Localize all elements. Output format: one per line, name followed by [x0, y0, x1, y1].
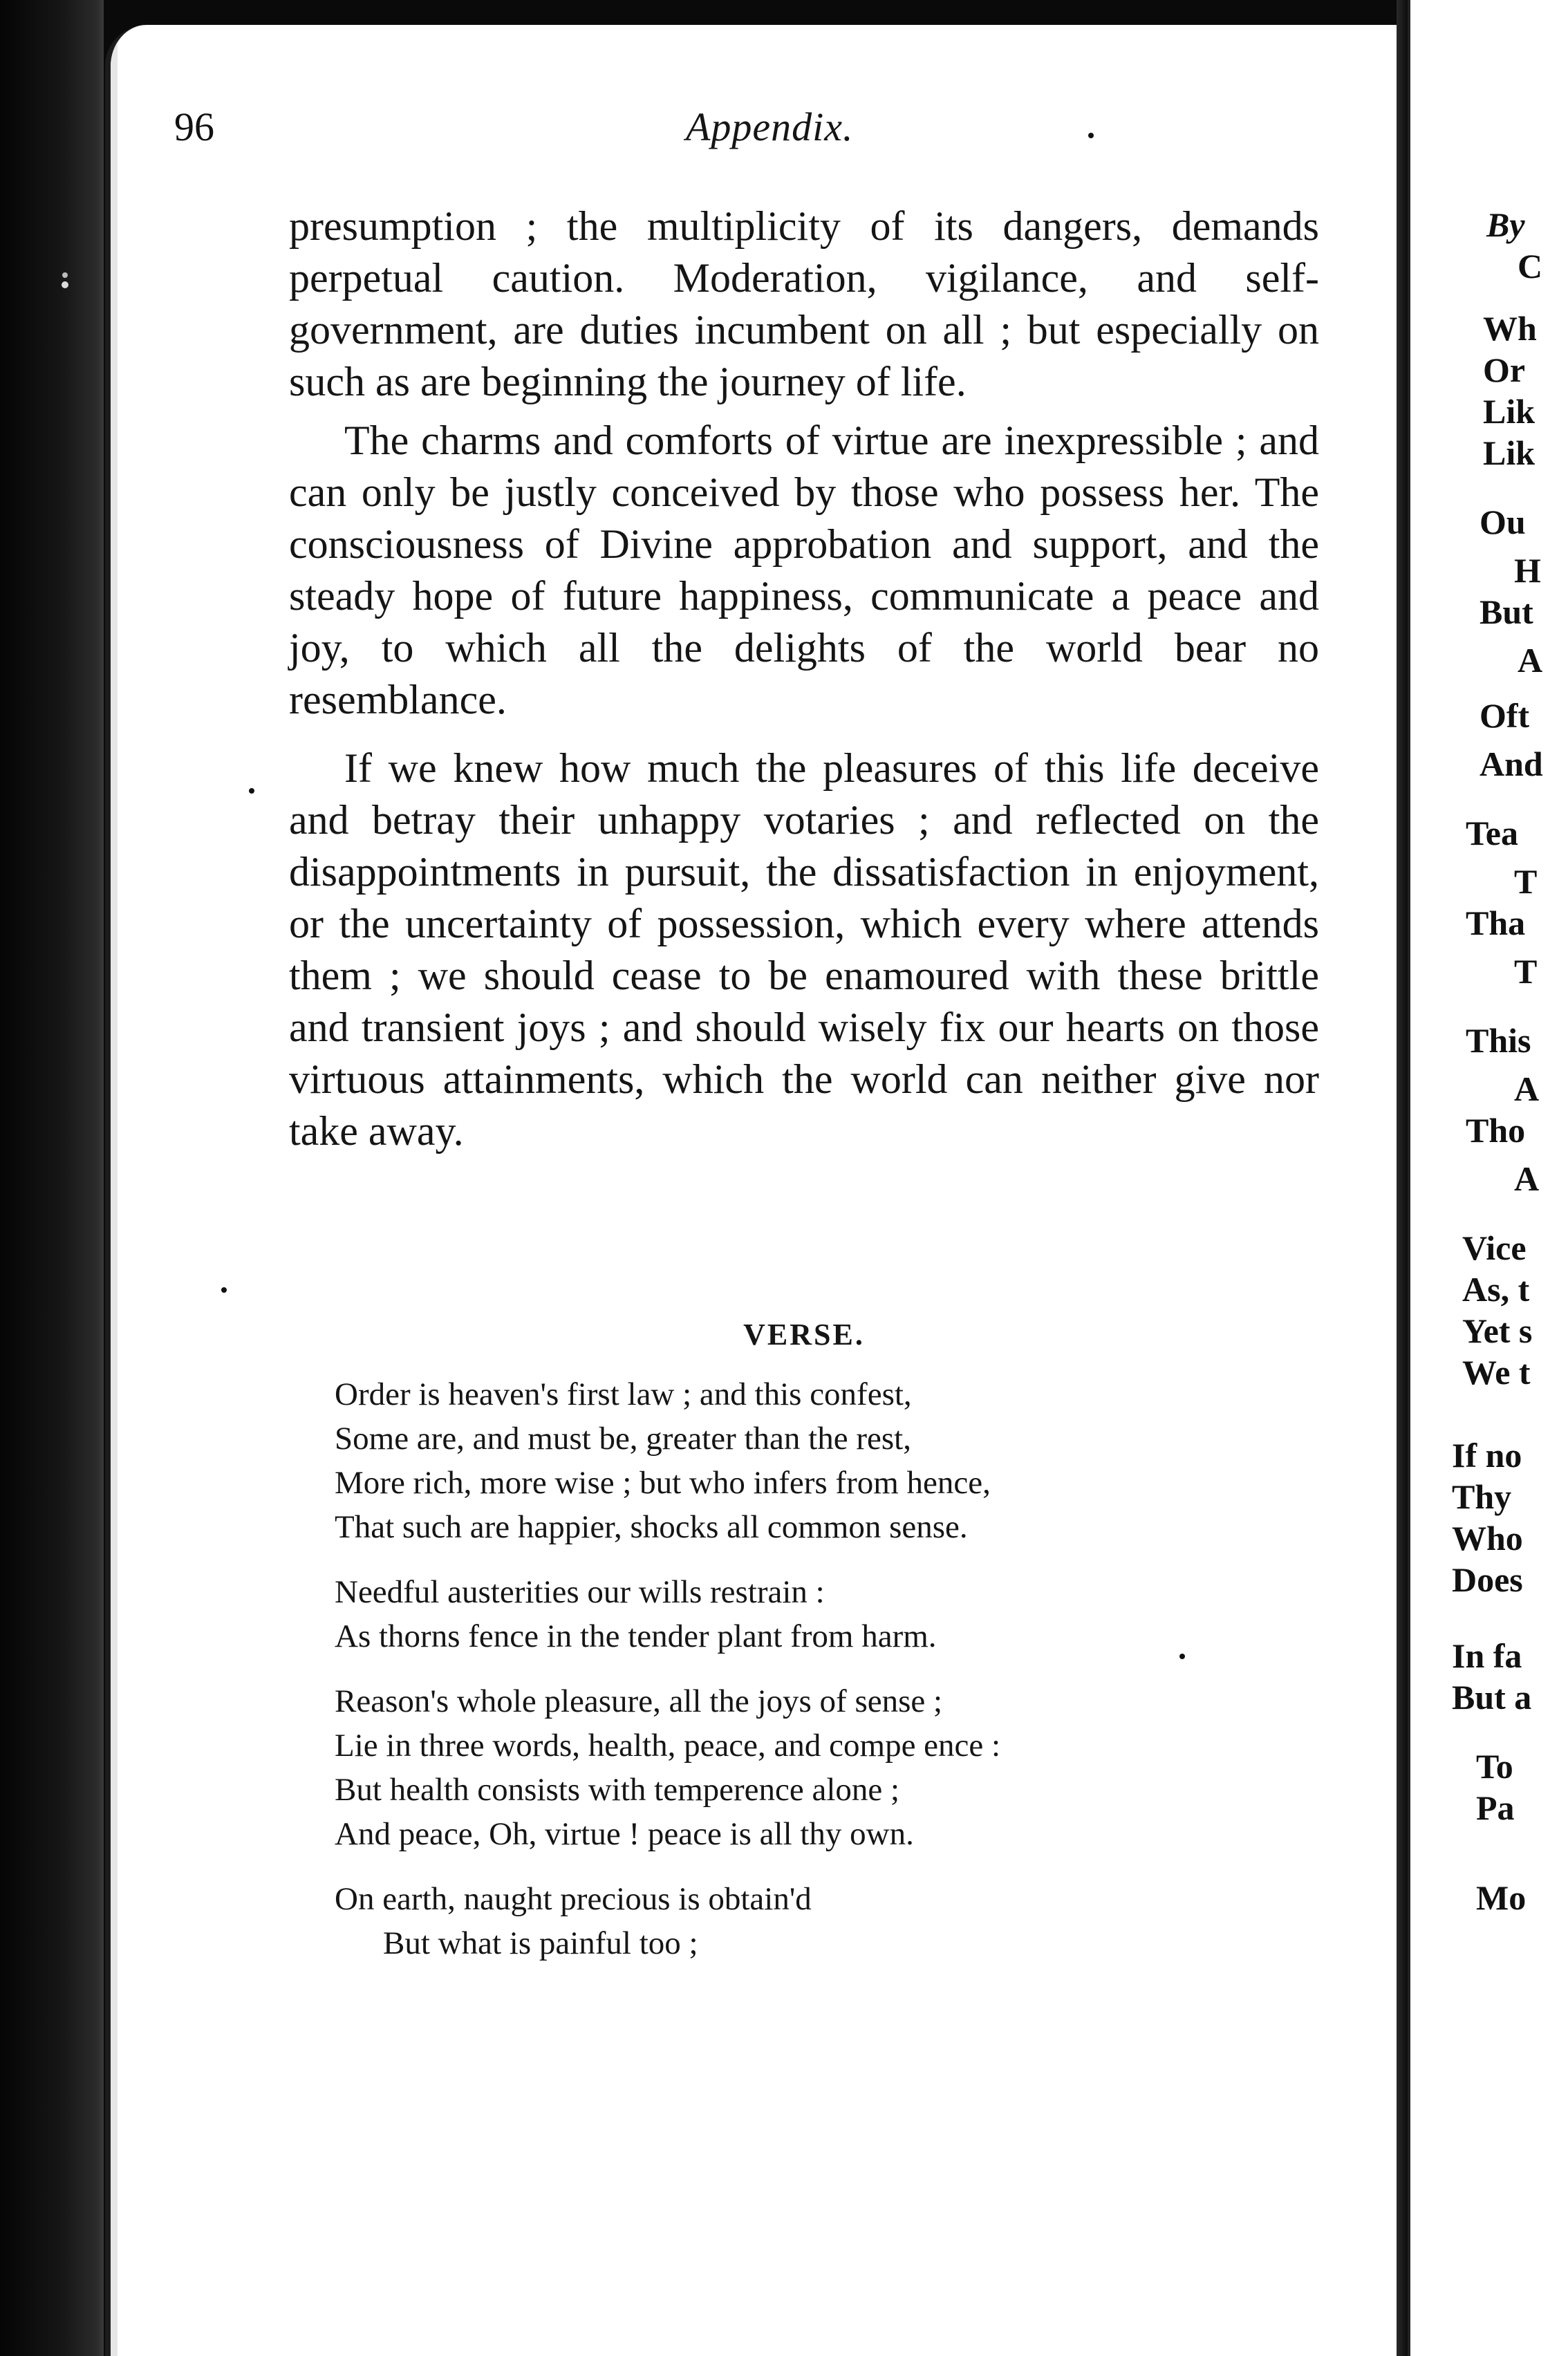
- verse-heading: VERSE.: [743, 1318, 865, 1352]
- facing-page-line: But a: [1452, 1678, 1532, 1717]
- print-speck: [1088, 133, 1094, 138]
- facing-page-line: To: [1476, 1747, 1513, 1786]
- facing-page-line: Pa: [1476, 1788, 1515, 1827]
- facing-page-line: Lik: [1483, 433, 1536, 472]
- facing-page-line: T: [1514, 952, 1538, 991]
- facing-page-line: H: [1514, 551, 1541, 590]
- verse-line: Lie in three words, health, peace, and compe ence :: [335, 1728, 1001, 1764]
- verse-line: As thorns fence in the tender plant from harm.: [335, 1618, 937, 1654]
- print-speck: [249, 788, 254, 794]
- paragraph: The charms and comforts of virtue are inexpressible ; and can only be justly conceived by those who possess her. The consciousness of Divine approbation and support, and the steady hope of future happiness, communicate a peace and joy, to which all the delights of the world bear no resemblance.: [289, 418, 1319, 722]
- facing-page-line: By: [1486, 205, 1525, 244]
- facing-page-line: Who: [1452, 1519, 1523, 1558]
- facing-page-line: Oft: [1480, 696, 1530, 735]
- verse-line: But what is painful too ;: [383, 1925, 698, 1961]
- facing-page: [1408, 0, 1568, 2356]
- facing-page-line: As, t: [1462, 1270, 1530, 1309]
- facing-page-line: Ou: [1480, 503, 1526, 541]
- running-head: Appendix.: [686, 104, 854, 149]
- print-speck: [221, 1287, 227, 1293]
- facing-page-line: Does: [1452, 1560, 1523, 1599]
- print-speck: [1179, 1654, 1185, 1659]
- verse-line: On earth, naught precious is obtain'd: [335, 1881, 812, 1917]
- body-text: [289, 200, 1319, 1157]
- verse-line: And peace, Oh, virtue ! peace is all thy own.: [335, 1816, 914, 1852]
- facing-page-line: Thy: [1452, 1477, 1512, 1516]
- facing-page-line: A: [1514, 1159, 1540, 1198]
- verse-line: Reason's whole pleasure, all the joys of sense ;: [335, 1683, 943, 1719]
- facing-page-line: Wh: [1483, 309, 1537, 348]
- facing-page-line: But: [1480, 592, 1533, 631]
- facing-page-line: Tha: [1466, 904, 1526, 942]
- verse-line: Some are, and must be, greater than the rest,: [335, 1421, 911, 1457]
- stanza: [335, 1372, 1316, 1549]
- binding-marks: [58, 270, 72, 297]
- paragraph: If we knew how much the pleasures of this life deceive and betray their unhappy votaries ; and reflected on the disappointments in pursuit, the dissatisfaction in enjoyment, or the uncertainty of possession, which every where attends them ; we should cease to be enamoured with these brittle and transient joys ; and should wisely fix our hearts on those virtuous attainments, which the world can neither give nor take away.: [289, 745, 1319, 1154]
- facing-page-line: In fa: [1452, 1636, 1522, 1675]
- stanza: [335, 1679, 1316, 1856]
- paragraph: presumption ; the multiplicity of its dangers, demands perpetual caution. Moderation, vigilance, and self-government, are duties incumbent on all ; but especially on such as are beginning the journey of life.: [289, 203, 1319, 404]
- facing-page-line: Tho: [1466, 1111, 1526, 1150]
- stanza: [335, 1570, 1316, 1658]
- facing-page-line: Yet s: [1462, 1311, 1533, 1350]
- facing-page-line: T: [1514, 862, 1538, 901]
- verse-line: More rich, more wise ; but who infers from hence,: [335, 1465, 991, 1501]
- facing-page-line: Vice: [1462, 1228, 1527, 1267]
- facing-page-line: Lik: [1483, 392, 1536, 431]
- scan-left-border: [0, 0, 104, 2356]
- facing-page-line: Tea: [1466, 814, 1518, 852]
- verse-line: But health consists with temperence alone ;: [335, 1772, 900, 1808]
- verse-line: That such are happier, shocks all common sense.: [335, 1509, 968, 1545]
- facing-page-line: C: [1518, 247, 1543, 286]
- page-gutter: [1397, 0, 1408, 2356]
- page-number: 96: [174, 104, 214, 149]
- verse-line: Order is heaven's first law ; and this confest,: [335, 1376, 912, 1412]
- facing-page-line: And: [1480, 745, 1543, 783]
- verse-block: [335, 1372, 1316, 1986]
- facing-page-line: Or: [1483, 350, 1526, 389]
- page-header: [174, 104, 1329, 159]
- verse-line: Needful austerities our wills restrain :: [335, 1574, 825, 1610]
- facing-page-line: This: [1466, 1021, 1531, 1060]
- facing-page-line: Mo: [1476, 1878, 1527, 1917]
- facing-page-line: If no: [1452, 1436, 1522, 1475]
- facing-page-line: A: [1518, 641, 1543, 680]
- facing-page-line: A: [1514, 1069, 1540, 1108]
- facing-page-line: We t: [1462, 1353, 1531, 1392]
- stanza: [335, 1877, 1316, 1965]
